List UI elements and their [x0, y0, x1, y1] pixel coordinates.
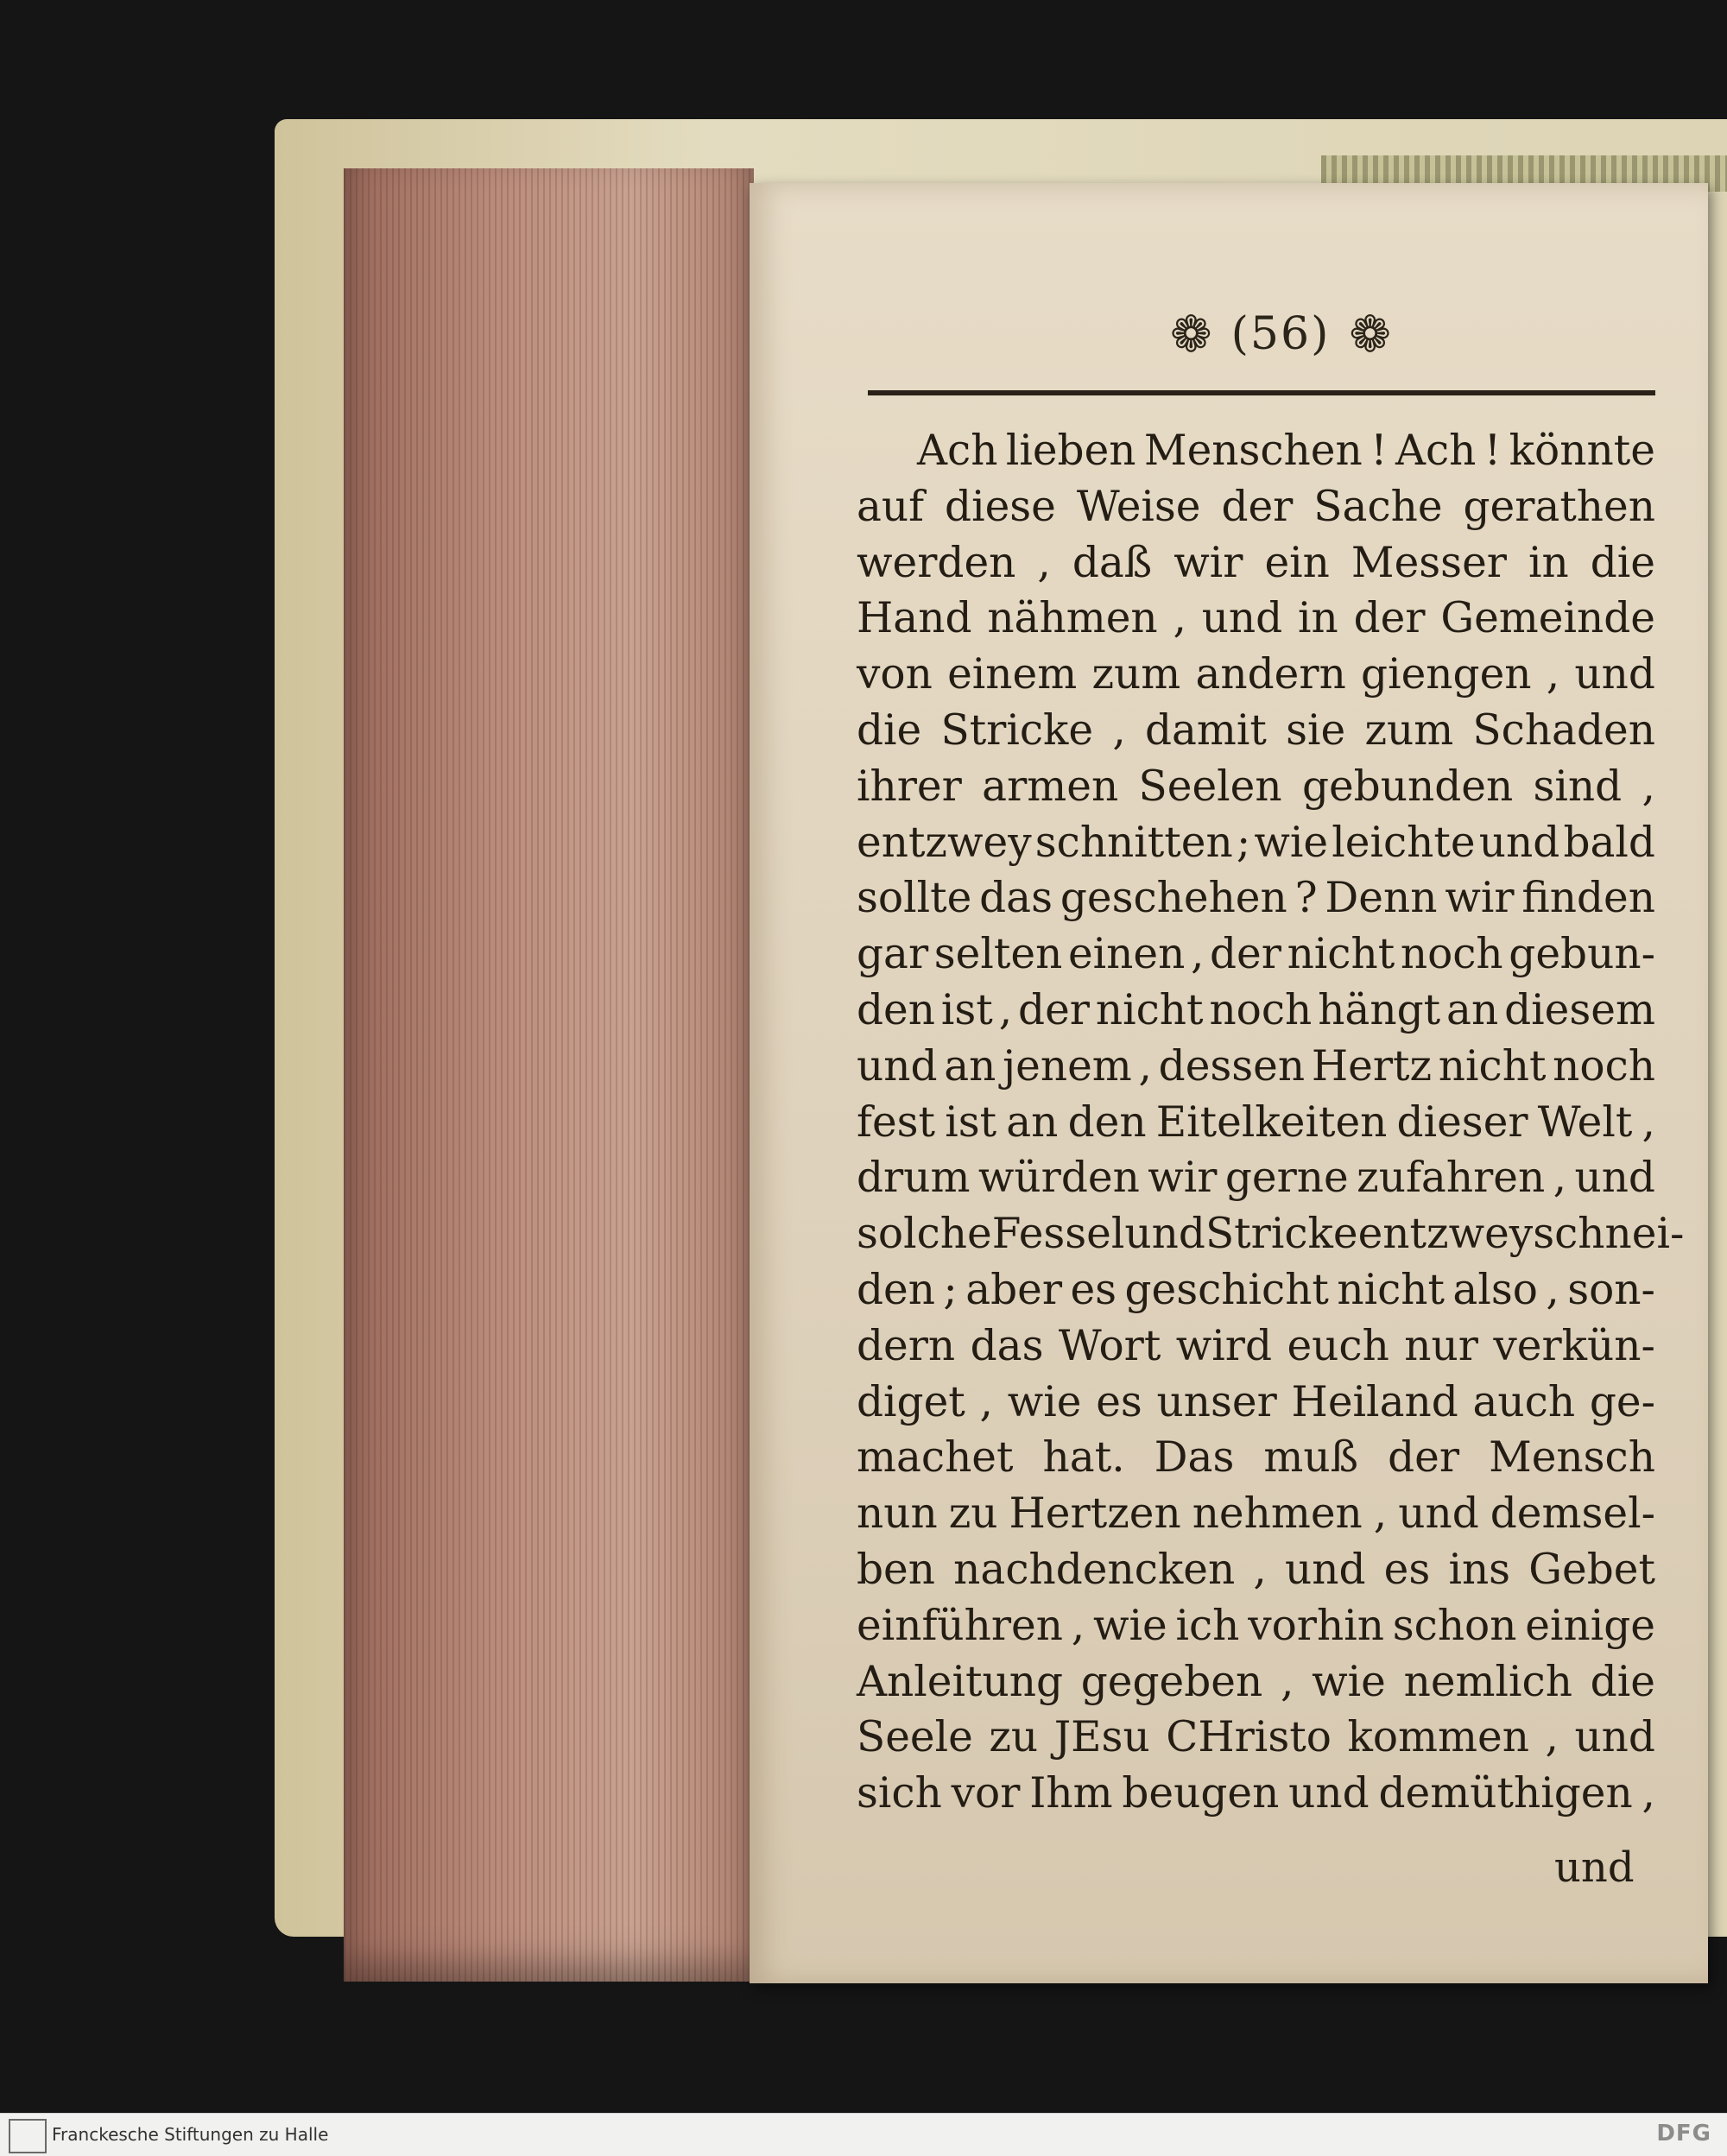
text-line: sollte das geschehen ? Denn wir finden: [857, 874, 1655, 923]
text-line: machet hat. Das muß der Mensch: [857, 1433, 1655, 1483]
text-line: ben nachdencken , und es ins Gebet: [857, 1545, 1655, 1594]
catchword: und: [1554, 1843, 1635, 1892]
text-line: den ; aber es geschicht nicht also , son-: [857, 1265, 1655, 1314]
ornament-left-icon: ❁: [1170, 305, 1212, 364]
text-line: nun zu Hertzen nehmen , und demsel-: [857, 1489, 1655, 1539]
text-line: entzwey schnitten ; wie leichte und bald: [857, 818, 1655, 867]
text-line: Anleitung gegeben , wie nemlich die: [857, 1657, 1655, 1706]
text-line: fest ist an den Eitelkeiten dieser Welt ,: [857, 1097, 1655, 1147]
text-line: Hand nähmen , und in der Gemeinde: [857, 594, 1655, 643]
page-fore-edge: [344, 168, 754, 1982]
header-rule: [868, 390, 1655, 395]
text-line: von einem zum andern giengen , und: [857, 650, 1655, 699]
text-line: solche Fessel und Stricke entzwey schnei-: [857, 1210, 1685, 1259]
text-line: diget , wie es unser Heiland auch ge-: [857, 1377, 1655, 1426]
text-line: Ach lieben Menschen ! Ach ! könnte: [917, 427, 1655, 475]
text-line: werden , daß wir ein Messer in die: [857, 538, 1655, 587]
text-line: ihrer armen Seelen gebunden sind ,: [857, 762, 1655, 811]
text-line: auf diese Weise der Sache gerathen: [857, 482, 1655, 531]
text-line: gar selten einen , der nicht noch gebun-: [857, 930, 1655, 979]
body-text: [857, 423, 1685, 1822]
dfg-logo: DFG: [1656, 2121, 1711, 2147]
text-line: sich vor Ihm beugen und demüthigen ,: [857, 1769, 1655, 1818]
text-line: die Stricke , damit sie zum Schaden: [857, 705, 1655, 755]
page-header: [1138, 304, 1423, 364]
page-number: (56): [1230, 308, 1331, 360]
text-line: dern das Wort wird euch nur verkün-: [857, 1321, 1655, 1370]
text-line: einführen , wie ich vorhin schon einige: [857, 1601, 1655, 1650]
footer-bar: [0, 2113, 1727, 2156]
ornament-right-icon: ❁: [1349, 305, 1391, 364]
text-line: den ist , der nicht noch hängt an diesem: [857, 985, 1655, 1034]
text-line: drum würden wir gerne zufahren , und: [857, 1154, 1655, 1203]
footer-owner: Franckesche Stiftungen zu Halle: [52, 2124, 329, 2145]
text-line: und an jenem , dessen Hertz nicht noch: [857, 1041, 1655, 1091]
institution-logo-icon: [9, 2119, 47, 2153]
text-line: Seele zu JEsu CHristo kommen , und: [857, 1713, 1655, 1762]
